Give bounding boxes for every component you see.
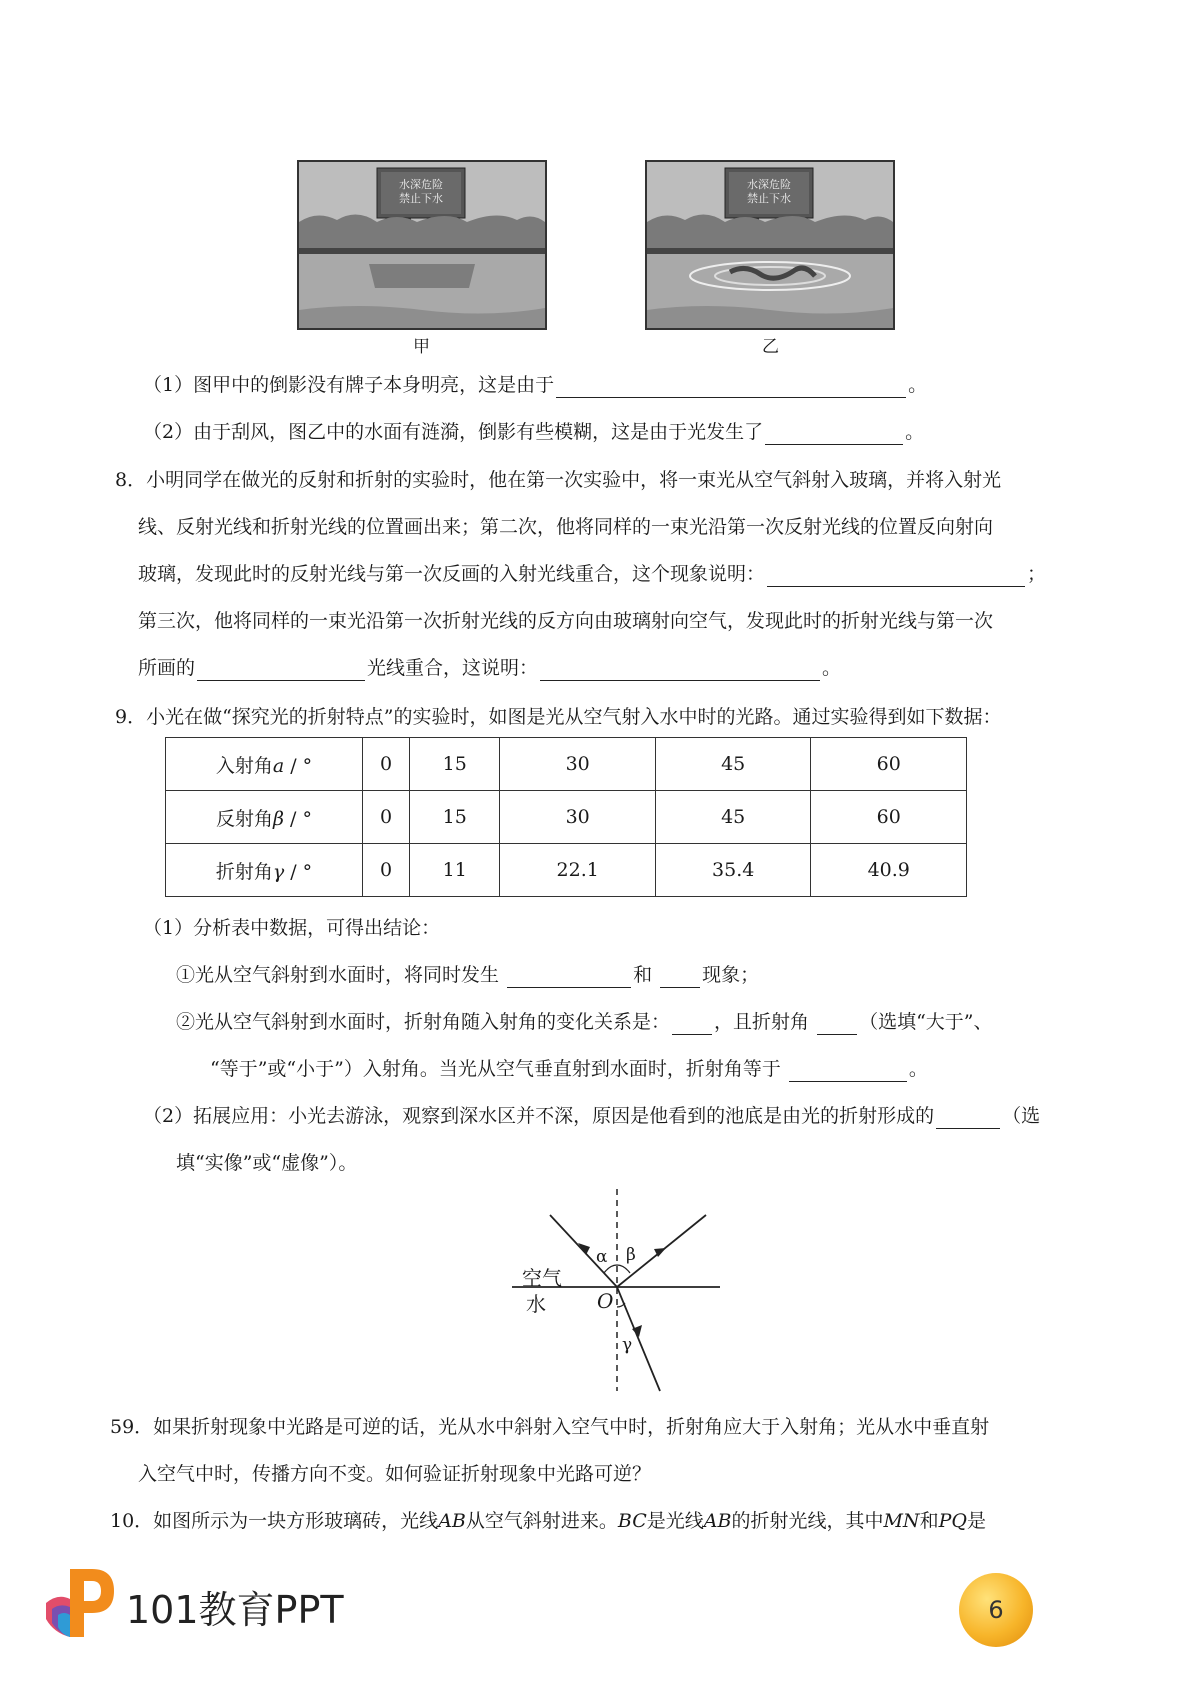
table-cell: 60 [811,738,967,791]
row-header: 折射角γ / ° [166,844,363,897]
page-number-badge [959,1573,1033,1647]
table-cell: 11 [410,844,500,897]
brand-text: 101教育PPT [126,1588,344,1632]
q9-conclusion-1: ①光从空气斜射到水面时，将同时发生 和 现象； [176,964,760,986]
q7-part2-blank[interactable] [765,424,903,445]
label-origin: O [597,1289,614,1313]
q9-blank-2[interactable] [660,967,700,988]
q8-blank-1[interactable] [767,566,1025,587]
q8-line4: 第三次，他将同样的一束光沿第一次折射光线的反方向由玻璃射向空气，发现此时的折射光线与第一次 [138,610,994,632]
brand-logo [40,1563,370,1643]
q9-part2-line1: （2）拓展应用：小光去游泳，观察到深水区并不深，原因是他看到的池底是由光的折射形成的 （选 [143,1105,1041,1127]
q7-part2: （2）由于刮风，图乙中的水面有涟漪，倒影有些模糊，这是由于光发生了 。 [143,421,925,443]
angle-data-table [165,737,967,897]
figure-yi-label: 乙 [762,337,779,357]
figure-jia-label: 甲 [413,337,430,357]
q8-blank-3[interactable] [540,660,820,681]
table-cell: 35.4 [655,844,811,897]
q8-blank-2[interactable] [197,660,365,681]
figure-yi [645,160,895,330]
q9-part2-line2: 填“实像”或“虚像”）。 [176,1152,358,1174]
q10-line1: 10．如图所示为一块方形玻璃砖，光线AB从空气斜射进来。BC是光线AB的折射光线，其中MN和PQ是 [110,1510,986,1532]
table-cell: 15 [410,738,500,791]
figure-jia [297,160,547,330]
q8-line3: 玻璃，发现此时的反射光线与第一次反画的入射光线重合，这个现象说明： ； [138,563,1047,585]
label-gamma: γ [622,1335,633,1355]
q9-intro: 9．小光在做“探究光的折射特点”的实验时，如图是光从空气射入水中时的光路。通过实验得到如下数据： [115,706,1002,728]
table-cell: 15 [410,791,500,844]
table-cell: 0 [363,844,410,897]
label-alpha: α [596,1247,608,1267]
table-row [166,738,967,791]
q8-line1: 8．小明同学在做光的反射和折射的实验时，他在第一次实验中，将一束光从空气斜射入玻璃，并将入射光 [115,469,1002,491]
q59-line1: 59．如果折射现象中光路是可逆的话，光从水中斜射入空气中时，折射角应大于入射角；光从水中垂直射 [110,1416,990,1438]
brand-logo-icon [40,1563,120,1643]
table-cell: 0 [363,738,410,791]
q9-conclusion-3: “等于”或“小于”）入射角。当光从空气垂直射到水面时，折射角等于 。 [210,1058,928,1080]
table-row [166,844,967,897]
table-cell: 45 [655,791,811,844]
figure-jia-sign-text: 水深危险 禁止下水 [399,178,443,205]
table-row [166,791,967,844]
q9-part1: （1）分析表中数据，可得出结论： [143,917,441,939]
refraction-diagram [500,1185,730,1395]
page-number: 6 [988,1596,1004,1624]
table-cell: 0 [363,791,410,844]
row-header: 入射角a / ° [166,738,363,791]
q59-line2: 入空气中时，传播方向不变。如何验证折射现象中光路可逆？ [138,1463,652,1485]
q8-line2: 线、反射光线和折射光线的位置画出来；第二次，他将同样的一束光沿第一次反射光线的位置反向射向 [138,516,994,538]
figure-yi-sign-text: 水深危险 禁止下水 [747,178,791,205]
row-header: 反射角β / ° [166,791,363,844]
q9-blank-3[interactable] [672,1014,712,1035]
label-air: 空气 [522,1266,562,1290]
q7-part1: （1）图甲中的倒影没有牌子本身明亮，这是由于 。 [143,374,928,396]
q7-part1-blank[interactable] [556,377,906,398]
q8-line5: 所画的 光线重合，这说明： 。 [138,657,842,679]
label-water: 水 [526,1292,546,1316]
table-cell: 22.1 [500,844,656,897]
q9-blank-6[interactable] [936,1108,1000,1129]
q9-conclusion-2: ②光从空气斜射到水面时，折射角随入射角的变化关系是： ，且折射角 （选填“大于”、 [176,1011,993,1033]
table-cell: 30 [500,738,656,791]
table-cell: 30 [500,791,656,844]
table-cell: 40.9 [811,844,967,897]
label-beta: β [626,1245,636,1265]
q9-blank-5[interactable] [789,1061,907,1082]
table-cell: 45 [655,738,811,791]
table-cell: 60 [811,791,967,844]
q9-blank-4[interactable] [817,1014,857,1035]
q9-blank-1[interactable] [507,967,631,988]
